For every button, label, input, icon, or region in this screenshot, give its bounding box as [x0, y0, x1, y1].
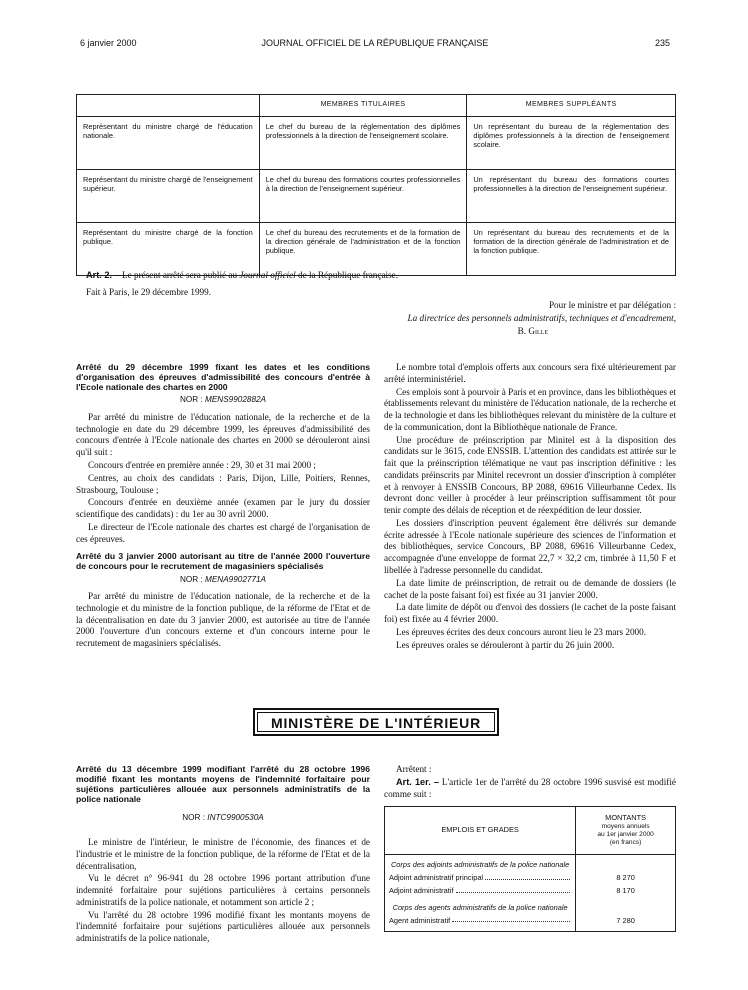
- nor-code: MENS9902882A: [205, 395, 267, 405]
- grade-label: Adjoint administratif: [389, 885, 454, 895]
- arrete-title: Arrêté du 3 janvier 2000 autorisant au titre de l'année 2000 l'ouverture de concours pour le recrutement de magasiniers spécialisés: [76, 551, 370, 572]
- paragraph: Une procédure de préinscription par Minitel est à la disposition des candidats sur le 3615, code ENSSIB. L'attention des candidats est attirée sur le fait que la préinscription télématique ne vaut pas inscription définitive : les candidats préinscrits par Minitel recevront un dossier d'inscription à compléter et à renvoyer à ENSSIB Concours, BP 2088, 69616 Villeurbanne Cedex. Ils devront donc veiller à procéder à leur préinscription suffisamment tôt pour tenir compte des délais de réception et de réexpédition de leur dossier.: [384, 434, 676, 516]
- article-1-label: Art. 1er. –: [396, 776, 440, 787]
- arrete-title: Arrêté du 29 décembre 1999 fixant les dates et les conditions d'organisation des épreuves d'admissibilité des concours d'entrée à l'Ecole nationale des chartes en 2000: [76, 362, 370, 393]
- paragraph: Ces emplois sont à pourvoir à Paris et en province, dans les bibliothèques et établissements relevant du ministère de l'éducation nationale, de la recherche et de la technologie et dans les bibliothèques relevant du ministère de la culture et de la communication, dont la Bibliothèque nationale de France.: [384, 386, 676, 432]
- table-header-cell: MEMBRES SUPPLÉANTS: [467, 95, 676, 117]
- ministry-banner: [253, 708, 499, 736]
- header-line: (en francs): [609, 838, 642, 846]
- signature-name: B. Gille: [517, 325, 548, 336]
- signature-block: [300, 300, 676, 338]
- paragraph: Concours d'entrée en première année : 29, 30 et 31 mai 2000 ;: [88, 459, 316, 470]
- table-cell-amount: 7 280: [576, 915, 676, 932]
- table-cell-amount: 8 170: [576, 885, 676, 898]
- left-column-lower: [76, 764, 370, 946]
- table-header-row: [77, 95, 676, 117]
- header-journal-title: JOURNAL OFFICIEL DE LA RÉPUBLIQUE FRANÇAISE: [261, 38, 489, 48]
- article-1: [384, 777, 676, 801]
- table-cell-suppleant: Un représentant du bureau des recrutements et de la formation de la direction générale de l'administration et de la fonction publique.: [467, 223, 676, 276]
- right-column-upper: [384, 362, 676, 652]
- table-cell-suppleant: Un représentant du bureau des formations courtes professionnelles à la direction de l'enseignement supérieur.: [467, 170, 676, 223]
- arretent: Arrêtent :: [396, 764, 432, 774]
- grade-label: Adjoint administratif principal: [389, 872, 484, 882]
- table-cell-grade: [385, 885, 576, 898]
- nor-code: MENA9902771A: [205, 574, 267, 584]
- table-cell-amount: 8 270: [576, 872, 676, 885]
- nor-reference: [76, 395, 370, 406]
- table-cell-suppleant: Un représentant du bureau de la réglementation des diplômes professionnels à la direction de l'enseignement scolaire.: [467, 117, 676, 170]
- running-header: [80, 38, 670, 52]
- header-line: au 1er janvier 2000: [597, 830, 654, 838]
- table-header-cell: EMPLOIS ET GRADES: [385, 807, 576, 855]
- table-cell-titulaire: Le chef du bureau de la réglementation des diplômes professionnels à la direction de l'enseignement scolaire.: [259, 117, 467, 170]
- article-2-label: Art. 2. –: [86, 270, 120, 280]
- paragraph: Par arrêté du ministre de l'éducation nationale, de la recherche et de la technologie en date du 29 décembre 1999, les épreuves d'admissibilité des concours d'entrée à l'Ecole nationale des chartes en 2000 se dérouleront ainsi qu'il suit :: [76, 411, 370, 458]
- table-cell-role: Représentant du ministre chargé de la fonction publique.: [77, 223, 260, 276]
- signature-line: [300, 313, 676, 325]
- nor-reference: [76, 813, 370, 824]
- table-row: [385, 872, 676, 885]
- paragraph: Vu le décret n° 96-941 du 28 octobre 1996 portant attribution d'une indemnité forfaitaire pour sujétions particulières à certains personnels administratifs de la police nationale, et notamment son article 2 ;: [76, 873, 370, 907]
- fait-a-paris: Fait à Paris, le 29 décembre 1999.: [86, 286, 212, 297]
- paragraph: La date limite de préinscription, de retrait ou de demande de dossiers (le cachet de la poste faisant foi) est fixée au 31 janvier 2000.: [384, 577, 676, 600]
- arrete-title: Arrêté du 13 décembre 1999 modifiant l'arrêté du 28 octobre 1996 modifié fixant les montants moyens de l'indemnité forfaitaire pour sujétions particulières allouée aux personnels administratifs de la police nationale: [76, 764, 370, 805]
- paragraph: Concours d'entrée en deuxième année (examen par le jury du dossier scientifique des candidats) : du 1er au 30 avril 2000.: [76, 497, 370, 520]
- header-page-number: 235: [654, 38, 670, 48]
- paragraph: Les épreuves écrites des deux concours auront lieu le 23 mars 2000.: [396, 626, 647, 637]
- nor-label: NOR :: [182, 812, 206, 822]
- table-header-cell: [77, 95, 260, 117]
- table-cell-titulaire: Le chef du bureau des formations courtes professionnelles à la direction de l'enseignement supérieur.: [259, 170, 467, 223]
- indemnity-amounts-table: [384, 806, 676, 932]
- table-row: [77, 223, 676, 276]
- table-category-row: [385, 898, 676, 915]
- table-header-cell: MEMBRES TITULAIRES: [259, 95, 467, 117]
- table-header-cell: [576, 807, 676, 855]
- paragraph: Centres, au choix des candidats : Paris, Dijon, Lille, Poitiers, Rennes, Strasbourg, Toulouse ;: [76, 472, 370, 495]
- table-row: [77, 170, 676, 223]
- category-label: Corps des agents administratifs de la police nationale: [385, 898, 576, 915]
- header-line: MONTANTS: [605, 813, 647, 823]
- article-2-body-end: de la République française.: [298, 270, 399, 280]
- paragraph: Le directeur de l'Ecole nationale des chartes est chargé de l'organisation de ces épreuves.: [76, 521, 370, 544]
- nor-code: INTC9900530A: [207, 812, 264, 822]
- commission-members-table: [76, 94, 676, 276]
- signature-line: Pour le ministre et par délégation :: [548, 300, 676, 310]
- table-row: [77, 117, 676, 170]
- table-cell-empty: [576, 898, 676, 915]
- table-row: [385, 915, 676, 932]
- category-label: Corps des adjoints administratifs de la police nationale: [385, 855, 576, 872]
- paragraph: Vu l'arrêté du 28 octobre 1996 modifié fixant les montants moyens de l'indemnité forfaitaire pour sujétions particulières allouée aux personnels administratifs de la police nationale,: [76, 909, 370, 944]
- paragraph: Les dossiers d'inscription peuvent également être délivrés sur demande écrite adressée à l'Ecole nationale supérieure des sciences de l'information et des bibliothèques, service Concours, BP 2088, 69616 Villeurbanne Cedex, accompagnée d'une enveloppe de format 22,7 × 32,2 cm, timbrée à 11,50 F et libellée à l'adresse personnelle du candidat.: [384, 517, 676, 576]
- paragraph: Le nombre total d'emplois offerts aux concours sera fixé ultérieurement par arrêté interministériel.: [384, 362, 676, 384]
- grade-label: Agent administratif: [389, 915, 451, 925]
- table-cell-grade: [385, 872, 576, 885]
- article-2: [86, 270, 666, 304]
- table-cell-titulaire: Le chef du bureau des recrutements et de la formation de la direction générale de l'administration et de la fonction publique.: [259, 223, 467, 276]
- article-2-text: [86, 270, 666, 282]
- journal-name: Journal officiel: [239, 270, 296, 280]
- table-row: [385, 885, 676, 898]
- table-cell-role: Représentant du ministre chargé de l'éducation nationale.: [77, 117, 260, 170]
- paragraph: La date limite de dépôt ou d'envoi des dossiers (le cachet de la poste faisant foi) est fixée au 4 février 2000.: [384, 602, 676, 625]
- article-1-text: L'article 1er de l'arrêté du 28 octobre 1996 susvisé est modifié comme suit :: [384, 776, 676, 799]
- right-column-lower: [384, 764, 676, 801]
- paragraph: Par arrêté du ministre de l'éducation nationale, de la recherche et de la technologie et du ministre de la fonction publique, de la réforme de l'Etat et de la décentralisation en date du 3 janvier 2000, est autorisée au titre de l'année 2000 l'ouverture d'un concours externe et d'un concours interne pour le recrutement de magasiniers spécialisés.: [76, 591, 370, 649]
- left-column-upper: [76, 362, 370, 651]
- nor-label: NOR :: [179, 395, 203, 405]
- table-header-row: [385, 807, 676, 855]
- nor-reference: [76, 575, 370, 586]
- article-2-body: Le présent arrêté sera publié au: [122, 270, 238, 280]
- header-date: 6 janvier 2000: [80, 38, 137, 48]
- ministry-title: MINISTÈRE DE L'INTÉRIEUR: [257, 712, 495, 732]
- signature-title: La directrice des personnels administratifs, techniques et d'encadrement,: [407, 312, 676, 323]
- table-category-row: [385, 855, 676, 872]
- table-cell-role: Représentant du ministre chargé de l'enseignement supérieur.: [77, 170, 260, 223]
- paragraph: Le ministre de l'intérieur, le ministre de l'économie, des finances et de l'industrie et le ministre de la fonction publique, de la réforme de l'Etat et de la décentralisation,: [76, 837, 370, 871]
- table-cell-grade: [385, 915, 576, 932]
- table-cell-empty: [576, 855, 676, 872]
- header-line: moyens annuels: [601, 823, 650, 831]
- nor-label: NOR :: [179, 574, 203, 584]
- paragraph: Les épreuves orales se dérouleront à partir du 26 juin 2000.: [396, 639, 615, 650]
